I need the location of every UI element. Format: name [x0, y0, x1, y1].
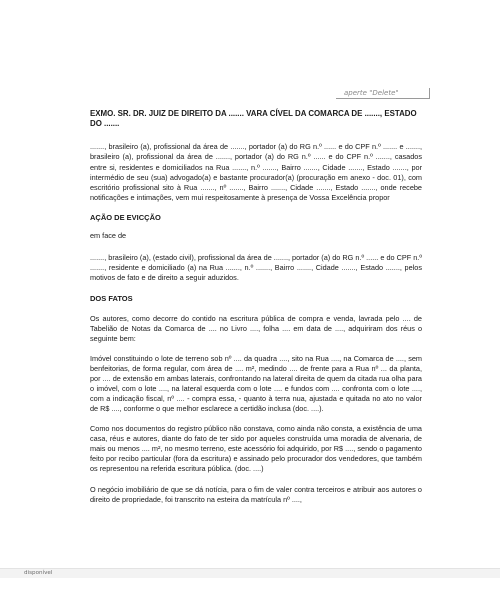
action-title: AÇÃO DE EVICÇÃO: [90, 212, 161, 222]
facts-paragraph-1: Os autores, como decorre do contido na escritura pública de compra e venda, lavrada pelo .... de Tabelião de Notas da Comarca de .... no Livro ...., folha .... em data de ...., adquiriram dos réus o seguinte bem:: [90, 313, 422, 343]
petition-heading: EXMO. SR. DR. JUIZ DE DIREITO DA ....... VARA CÍVEL DA COMARCA DE ......., ESTADO DO .......: [90, 109, 417, 129]
petition-document: [90, 109, 422, 515]
facts-paragraph-2: Imóvel constituindo o lote de terreno sob nº .... da quadra ...., sito na Rua ...., na Comarca de ...., sem benfeitorias, de forma regular, com área de .... m², medindo .... de frente para a Rua nº ... da planta, por .... de extensão em ambas laterais, confrontando na lateral direita de quem da citada rua olha para o imóvel, com o lote ...., na lateral esquerda com o lote .... e fundos com .... confronta com o lote ...., com a indicação fiscal, nº .... - compra essa, - quanto à terra nua, ajustada e quitada no ato no valor de R$ ...., conforme o que melhor esclarece a certidão inclusa (doc. ....).: [90, 354, 422, 414]
facts-paragraph-3: Como nos documentos do registro público não constava, como ainda não consta, a existência de uma casa, réus e autores, diante do fato de ter sido por aqueles construída uma moradia de alvenaria, de mais ou menos .... m², no mesmo terreno, este acessório foi adquirido, por R$ ...., sendo o pagamento feito por recibo particular (fora da escritura) e assinado pelo procurador dos vendedores, que também os representou na referida escritura pública. (doc. ....): [90, 424, 422, 474]
status-bar: [0, 568, 500, 578]
against-text: em face de: [90, 230, 127, 240]
facts-paragraph-4: O negócio imobiliário de que se dá notícia, para o fim de valer contra terceiros e atribuir aos autores o direito de propriedade, foi transcrito na esteira da matrícula nº ....,: [90, 484, 422, 504]
plaintiffs-paragraph: ......., brasileiro (a), profissional da área de ......., portador (a) do RG n.º ...... e do CPF n.º ....... e ......., brasileiro (a), profissional da área de ......., portador (a) do RG n.º ...... e do CPF n.º ......., casados entre si, residentes e domiciliados na Rua ......., n.º ......., Bairro ......., Cidade ......., Estado ......., por intermédio de seu (sua) advogado(a) e bastante procurador(a) (procuração em anexo - doc. 01), com escritório profissional sito à Rua ......., nº ......., Bairro ......., Cidade ......., Estado ......., onde recebe notificações e intimações, vem mui respeitosamente à presença de Vossa Excelência propor: [90, 142, 422, 202]
facts-title: DOS FATOS: [90, 293, 133, 303]
status-text: disponível: [24, 570, 53, 576]
delete-hint-field: [336, 88, 430, 99]
delete-hint-text: aperte "Delete": [344, 89, 399, 97]
defendant-paragraph: ......., brasileiro (a), (estado civil), profissional da área de ......., portador (a) do RG n.º ...... e do CPF n.º ......., residente e domiciliado (a) na Rua ......., n.º ......., Bairro ......., Cidade ......., Estado ......., pelos motivos de fato e de direito a seguir aduzidos.: [90, 252, 422, 282]
